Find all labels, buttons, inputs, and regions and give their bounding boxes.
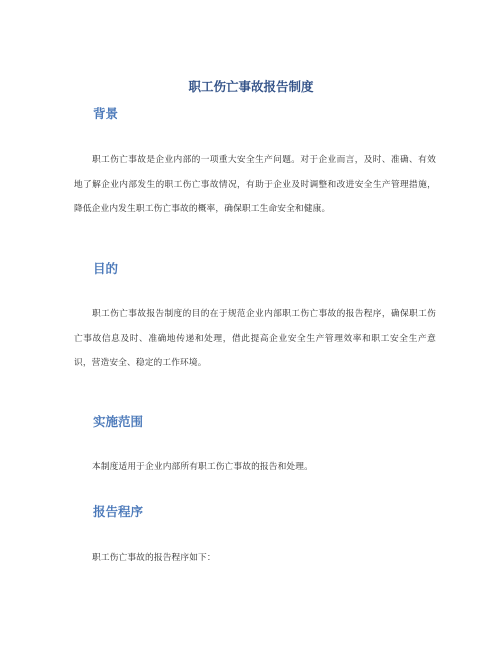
- section-heading-purpose: 目的: [93, 261, 119, 276]
- section-paragraph-purpose: 职工伤亡事故报告制度的目的在于规范企业内部职工伤亡事故的报告程序，确保职工伤亡事故信息及时、准确地传递和处理，借此提高企业安全生产管理效率和职工安全生产意识，营造安全、稳定的工作环境。: [74, 309, 436, 368]
- section-heading-procedure: 报告程序: [93, 504, 144, 519]
- section-paragraph-scope: 本制度适用于企业内部所有职工伤亡事故的报告和处理。: [92, 462, 313, 472]
- document-title: 职工伤亡事故报告制度: [188, 79, 314, 94]
- section-paragraph-procedure: 职工伤亡事故的报告程序如下：: [92, 553, 216, 563]
- section-heading-background: 背景: [93, 106, 119, 121]
- section-heading-scope: 实施范围: [93, 414, 144, 429]
- section-paragraph-background: 职工伤亡事故是企业内部的一项重大安全生产问题。对于企业而言，及时、准确、有效地了解企业内部发生的职工伤亡事故情况，有助于企业及时调整和改进安全生产管理措施，降低企业内发生职工伤亡事故的概率，确保职工生命安全和健康。: [74, 155, 436, 214]
